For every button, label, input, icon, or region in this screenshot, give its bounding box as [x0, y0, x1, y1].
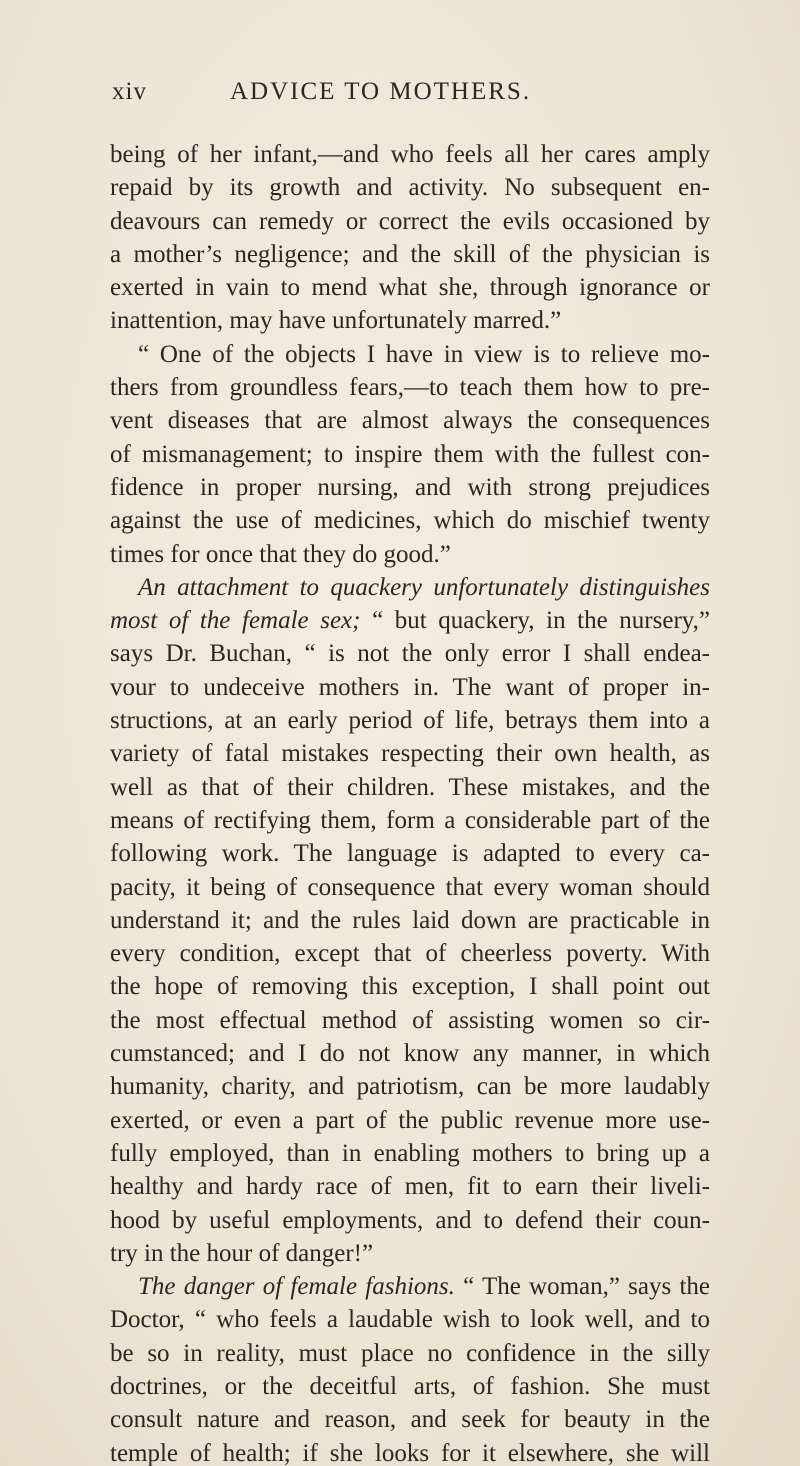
text-run: pacity, it being of consequence that every woman should	[110, 873, 710, 901]
text-run: doctrines, or the deceitful arts, of fashion. She must	[110, 1372, 710, 1400]
text-line	[110, 637, 710, 670]
text-run: exerted in vain to mend what she, through ignorance or	[110, 274, 710, 302]
text-run: repaid by its growth and activity. No subsequent en-	[110, 174, 710, 202]
text-line	[110, 238, 710, 271]
text-run: healthy and hardy race of men, fit to earn their liveli-	[110, 1173, 710, 1201]
body-text	[110, 138, 710, 1466]
text-line	[110, 1303, 710, 1336]
text-line	[110, 1337, 710, 1370]
text-line	[110, 970, 710, 1003]
text-line	[110, 1370, 710, 1403]
text-line	[110, 271, 710, 304]
text-run: try in the hour of danger!”	[110, 1239, 374, 1267]
text-line	[110, 937, 710, 970]
text-line	[110, 171, 710, 204]
text-line	[110, 205, 710, 238]
text-line	[110, 404, 710, 437]
text-line	[110, 438, 710, 471]
text-run: fidence in proper nursing, and with strong prejudices	[110, 473, 710, 501]
text-run: vour to undeceive mothers in. The want of proper in-	[110, 673, 710, 701]
text-run: deavours can remedy or correct the evils occasioned by	[110, 207, 710, 235]
text-run: says Dr. Buchan, “ is not the only error I shall endea-	[110, 640, 710, 668]
page-number: xiv	[112, 78, 147, 105]
text-run: the hope of removing this exception, I shall point out	[110, 973, 710, 1001]
text-line	[110, 904, 710, 937]
running-head: ADVICE TO MOTHERS.	[230, 78, 532, 105]
text-line	[110, 771, 710, 804]
text-run: times for once that they do good.”	[110, 540, 451, 568]
text-run: against the use of medicines, which do mischief twenty	[110, 507, 710, 535]
italic-run: An attachment to quackery unfortunately distinguishes	[138, 573, 710, 601]
page-header	[112, 78, 672, 118]
text-run: of mismanagement; to inspire them with the fullest con-	[110, 440, 710, 468]
text-run: inattention, may have unfortunately marred.”	[110, 307, 562, 335]
text-run: hood by useful employments, and to defend their coun-	[110, 1206, 710, 1234]
text-line	[110, 1037, 710, 1070]
text-run: well as that of their children. These mistakes, and the	[110, 773, 710, 801]
text-line	[110, 338, 710, 371]
text-run: means of rectifying them, form a considerable part of the	[110, 806, 710, 834]
text-run: temple of health; if she looks for it elsewhere, she will	[110, 1439, 710, 1466]
text-run: the most effectual method of assisting women so cir-	[110, 1006, 710, 1034]
text-run: be so in reality, must place no confidence in the silly	[110, 1339, 710, 1367]
text-line	[110, 604, 710, 637]
text-line	[110, 1270, 710, 1303]
text-line	[110, 671, 710, 704]
text-run: thers from groundless fears,—to teach them how to pre-	[110, 374, 710, 402]
italic-run: The danger of female fashions.	[138, 1273, 455, 1301]
text-line	[110, 1104, 710, 1137]
text-line	[110, 704, 710, 737]
text-line	[110, 1403, 710, 1436]
text-run: consult nature and reason, and seek for beauty in the	[110, 1406, 710, 1434]
text-line	[110, 1237, 710, 1270]
text-run: humanity, charity, and patriotism, can be more laudably	[110, 1073, 710, 1101]
text-run: every condition, except that of cheerless poverty. With	[110, 940, 710, 968]
text-run: fully employed, than in enabling mothers to bring up a	[110, 1139, 710, 1167]
text-run: “ The woman,” says the	[454, 1273, 710, 1301]
text-line	[110, 304, 710, 337]
text-line	[110, 1070, 710, 1103]
text-line	[110, 1437, 710, 1466]
text-line	[110, 837, 710, 870]
text-run: Doctor, “ who feels a laudable wish to look well, and to	[110, 1306, 710, 1334]
text-run: cumstanced; and I do not know any manner, in which	[110, 1040, 710, 1068]
text-line	[110, 737, 710, 770]
text-line	[110, 1170, 710, 1203]
text-run: variety of fatal mistakes respecting their own health, as	[110, 740, 710, 768]
text-run: being of her infant,—and who feels all her cares amply	[110, 141, 710, 168]
text-line	[110, 804, 710, 837]
text-run: understand it; and the rules laid down are practicable in	[110, 906, 710, 934]
text-line	[110, 138, 710, 171]
text-line	[110, 1004, 710, 1037]
text-line	[110, 571, 710, 604]
text-line	[110, 538, 710, 571]
text-run: exerted, or even a part of the public revenue more use-	[110, 1106, 710, 1134]
text-run: following work. The language is adapted to every ca-	[110, 840, 710, 868]
text-run: structions, at an early period of life, betrays them into a	[110, 707, 710, 735]
italic-run: most of the female sex;	[110, 607, 361, 635]
text-line	[110, 371, 710, 404]
text-line	[110, 504, 710, 537]
text-run: “ One of the objects I have in view is to relieve mo-	[138, 340, 710, 368]
text-line	[110, 1204, 710, 1237]
text-run: vent diseases that are almost always the consequences	[110, 407, 710, 435]
text-line	[110, 471, 710, 504]
text-line	[110, 871, 710, 904]
text-run: a mother’s negligence; and the skill of the physician is	[110, 240, 710, 268]
text-line	[110, 1137, 710, 1170]
text-run: “ but quackery, in the nursery,”	[360, 607, 711, 635]
